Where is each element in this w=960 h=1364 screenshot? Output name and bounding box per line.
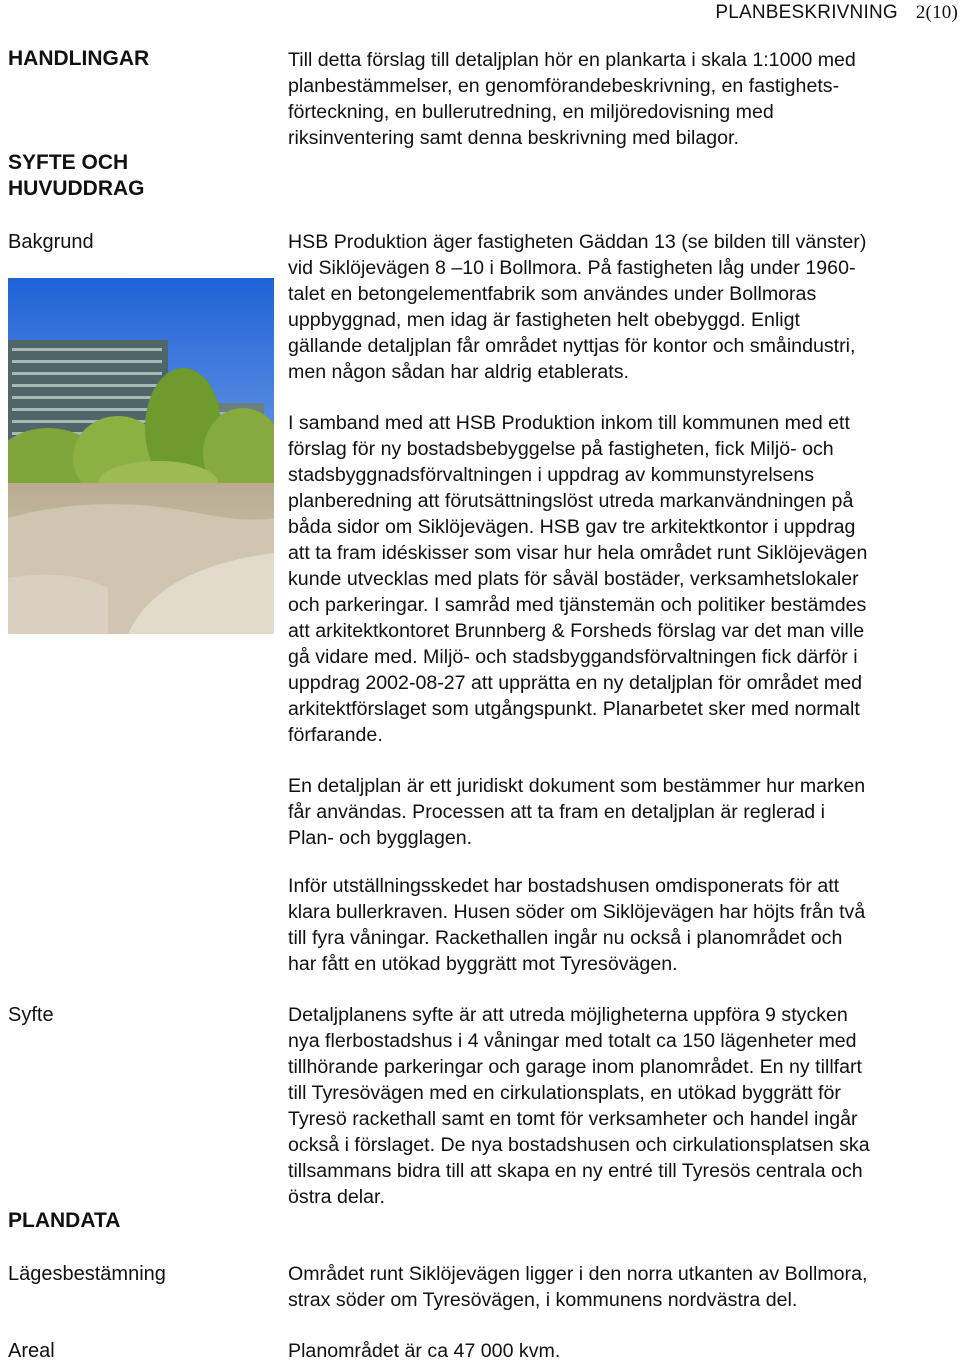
text-line: att arkitektkontoret Brunnberg & Forsheds förslag var det man ville [288,620,865,642]
text-line: riksinventering samt denna beskrivning med bilagor. [288,127,739,149]
text-line: till Tyresövägen med en cirkulationsplats, en utökad byggrätt för [288,1082,841,1104]
text-line: arkitektförslaget som utgångspunkt. Planarbetet sker med normalt [288,698,860,720]
text-line: att ta fram idéskisser som visar hur hela området runt Siklöjevägen [288,542,868,564]
text-line: till fyra våningar. Rackethallen ingår nu också i planområdet och [288,927,843,949]
text-line: tillhörande parkeringar och garage inom planområdet. En ny tillfart [288,1056,862,1078]
text-line: får användas. Processen att ta fram en detaljplan är reglerad i [288,801,825,823]
label-lagesbestamning: Lägesbestämning [8,1263,166,1285]
text-line: HSB Produktion äger fastigheten Gäddan 13 (se bilden till vänster) [288,231,867,253]
heading-line: HUVUDDRAG [8,177,145,200]
text-line: Plan- och bygglagen. [288,827,473,849]
text-line: har fått en utökad byggrätt mot Tyresövägen. [288,953,678,975]
text-line: båda sidor om Siklöjevägen. HSB gav tre arkitektkontor i uppdrag [288,516,856,538]
text-line: vid Siklöjevägen 8 –10 i Bollmora. På fastigheten låg under 1960- [288,257,856,279]
text-line: uppbyggnad, men idag är fastigheten helt obebyggd. Enligt [288,309,800,331]
page-number: 2(10) [915,2,958,23]
paragraph-syfte [288,1002,958,1210]
heading-handlingar: HANDLINGAR [8,47,150,70]
heading-syfte-och-huvuddrag [8,150,258,202]
text-line: tillsammans bidra till att skapa en ny entré till Tyresös centrala och [288,1160,863,1182]
label-bakgrund: Bakgrund [8,231,94,253]
text-line: I samband med att HSB Produktion inkom till kommunen med ett [288,412,850,434]
paragraph-areal [288,1338,958,1364]
document-title: PLANBESKRIVNING [715,2,898,23]
text-line: Inför utställningsskedet har bostadshusen omdisponerats för att [288,875,840,897]
text-line: gå vidare med. Miljö- och stadsbyggandsförvaltningen fick därför i [288,646,858,668]
text-line: Planområdet är ca 47 000 kvm. [288,1340,561,1362]
text-line: nya flerbostadshus i 4 våningar med totalt ca 150 lägenheter med [288,1030,857,1052]
text-line: och parkeringar. I samråd med tjänstemän och politiker bestämdes [288,594,867,616]
text-line: planberedning att förutsättningslöst utreda markanvändningen på [288,490,854,512]
text-line: Till detta förslag till detaljplan hör en plankarta i skala 1:1000 med [288,49,856,71]
text-line: gällande detaljplan får området nyttjas för kontor och småindustri, [288,335,856,357]
paragraph-handlingar [288,47,958,151]
label-areal: Areal [8,1340,55,1362]
page-header [715,2,958,24]
paragraph-bakgrund-2 [288,410,958,748]
paragraph-bakgrund-3 [288,773,958,851]
heading-line: SYFTE OCH [8,151,129,174]
paragraph-lagesbestamning [288,1261,958,1313]
text-line: Detaljplanens syfte är att utreda möjligheterna uppföra 9 stycken [288,1004,848,1026]
text-line: planbestämmelser, en genomförandebeskrivning, en fastighets- [288,75,840,97]
text-line: förfarande. [288,724,383,746]
text-line: stadsbyggnadsförvaltningen i uppdrag av kommunstyrelsens [288,464,815,486]
text-line: En detaljplan är ett juridiskt dokument som bestämmer hur marken [288,775,866,797]
text-line: kunde utvecklas med plats för såväl bostäder, verksamhetslokaler [288,568,859,590]
text-line: Området runt Siklöjevägen ligger i den norra utkanten av Bollmora, [288,1263,868,1285]
text-line: strax söder om Tyresövägen, i kommunens nordvästra del. [288,1289,798,1311]
text-line: Tyresö rackethall samt en tomt för verksamheter och handel ingår [288,1108,858,1130]
site-photo [8,278,274,634]
text-line: förteckning, en bullerutredning, en miljöredovisning med [288,101,774,123]
text-line: talet en betongelementfabrik som användes under Bollmoras [288,283,817,305]
text-line: förslag för ny bostadsbebyggelse på fastigheten, fick Miljö- och [288,438,834,460]
paragraph-bakgrund-1 [288,229,958,385]
text-line: östra delar. [288,1186,385,1208]
text-line: men någon sådan har aldrig etablerats. [288,361,629,383]
paragraph-bakgrund-4 [288,873,958,977]
text-line: också i förslaget. De nya bostadshusen och cirkulationsplatsen ska [288,1134,870,1156]
heading-plandata: PLANDATA [8,1209,121,1232]
label-syfte: Syfte [8,1004,54,1026]
text-line: uppdrag 2002-08-27 att upprätta en ny detaljplan för området med [288,672,863,694]
text-line: klara bullerkraven. Husen söder om Siklöjevägen har höjts från två [288,901,866,923]
